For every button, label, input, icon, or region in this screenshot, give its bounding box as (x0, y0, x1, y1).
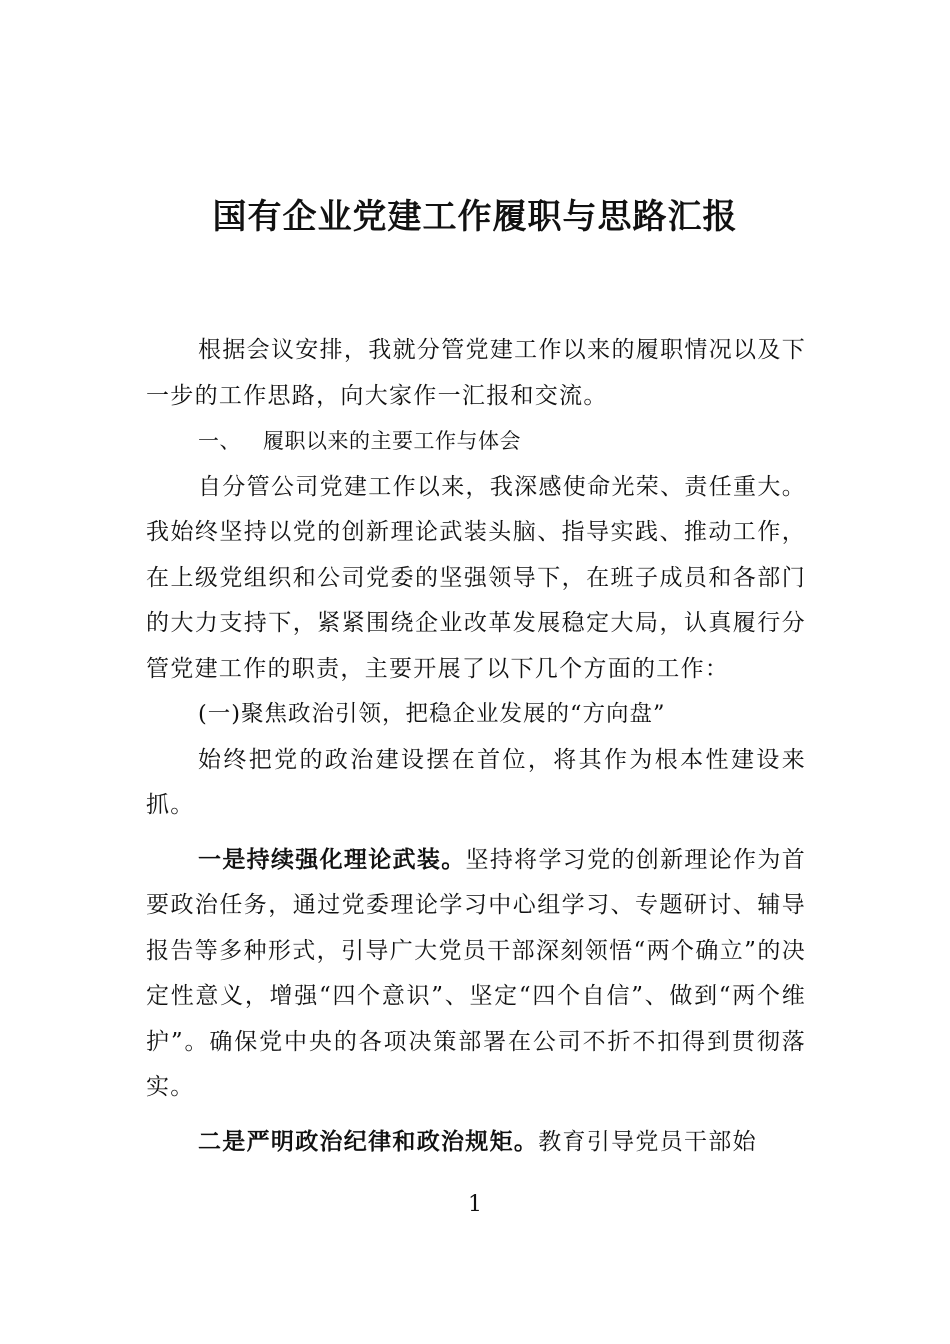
point-paragraph-1 (146, 837, 806, 1111)
document-title: 国有企业党建工作履职与思路汇报 (212, 197, 738, 237)
subsection-paragraph: 始终把党的政治建设摆在首位，将其作为根本性建设来抓。 (146, 746, 806, 818)
section-heading (146, 419, 806, 465)
section-paragraph: 自分管公司党建工作以来，我深感使命光荣、责任重大。我始终坚持以党的创新理论武装头脑、指导实践、推动工作，在上级党组织和公司党委的坚强领导下，在班子成员和各部门的大力支持下，紧紧围绕企业改革发展稳定大局，认真履行分管党建工作的职责，主要开展了以下几个方面的工作： (146, 473, 806, 682)
intro-paragraph: 根据会议安排，我就分管党建工作以来的履职情况以及下一步的工作思路，向大家作一汇报和交流。 (146, 337, 806, 409)
section-heading-text: 履职以来的主要工作与体会 (263, 429, 521, 453)
subsection-heading: (一)聚焦政治引领，把稳企业发展的“方向盘” (198, 701, 666, 727)
paragraph-spacer (146, 1111, 806, 1119)
point-lead-1: 一是持续强化理论武装。 (198, 845, 466, 873)
point-text-1: 坚持将学习党的创新理论作为首要政治任务，通过党委理论学习中心组学习、专题研讨、辅导报告等多种形式，引导广大党员干部深刻领悟“两个确立”的决定性意义，增强“四个意识”、坚定“四个自信”、做到“两个维护”。确保党中央的各项决策部署在公司不折不扣得到贯彻落实。 (146, 846, 806, 1100)
point-paragraph-2 (146, 1119, 806, 1166)
point-text-2: 教育引导党员干部始 (538, 1128, 757, 1155)
paragraph-spacer (146, 829, 806, 837)
document-body (146, 328, 806, 1165)
page-number: 1 (468, 1192, 482, 1217)
section-number: 一、 (198, 429, 241, 453)
point-lead-2: 二是严明政治纪律和政治规矩。 (198, 1127, 539, 1155)
